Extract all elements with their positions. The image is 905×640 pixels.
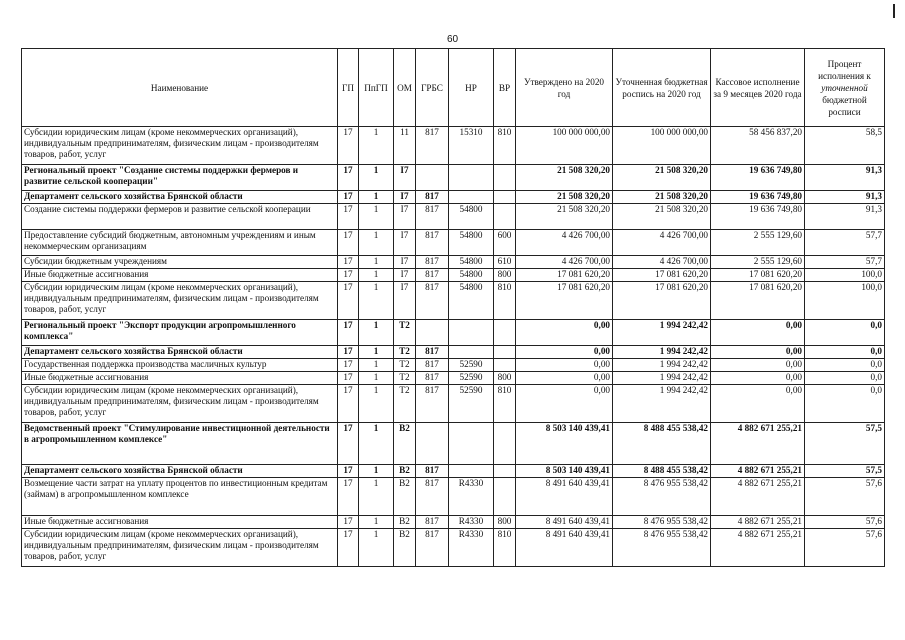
page-number: 60 — [446, 34, 459, 45]
table-row — [22, 256, 885, 269]
cell-name: Предоставление субсидий бюджетным, автономным учреждениям и иным некоммерческим организациям — [22, 230, 338, 256]
cell-grbs: 817 — [416, 385, 449, 423]
cell-ppgp: 1 — [359, 269, 394, 282]
cell-percent: 57,6 — [805, 516, 885, 529]
cell-grbs: 817 — [416, 191, 449, 204]
cell-ppgp: 1 — [359, 478, 394, 516]
cell-approved: 8 491 640 439,41 — [516, 516, 613, 529]
table-row — [22, 516, 885, 529]
cell-name: Иные бюджетные ассигнования — [22, 372, 338, 385]
cell-ppgp: 1 — [359, 372, 394, 385]
cell-refined: 21 508 320,20 — [613, 191, 711, 204]
cell-om: B2 — [394, 423, 416, 465]
cell-vr: 810 — [494, 282, 516, 320]
cell-np — [449, 191, 494, 204]
cell-om: T2 — [394, 372, 416, 385]
cell-percent: 0,0 — [805, 359, 885, 372]
cell-name: Ведомственный проект "Стимулирование инвестиционной деятельности в агропромышленном комплексе" — [22, 423, 338, 465]
cell-executed: 17 081 620,20 — [711, 269, 805, 282]
cell-refined: 8 476 955 538,42 — [613, 478, 711, 516]
header-refined: Уточненная бюджетная роспись на 2020 год — [613, 49, 711, 127]
cell-executed: 0,00 — [711, 359, 805, 372]
cell-np — [449, 320, 494, 346]
cell-percent: 57,7 — [805, 256, 885, 269]
header-executed: Кассовое исполнение за 9 месяцев 2020 года — [711, 49, 805, 127]
cell-refined: 1 994 242,42 — [613, 385, 711, 423]
cell-refined: 1 994 242,42 — [613, 320, 711, 346]
table-row — [22, 478, 885, 516]
cell-name: Субсидии бюджетным учреждениям — [22, 256, 338, 269]
cell-ppgp: 1 — [359, 165, 394, 191]
header-np: НР — [449, 49, 494, 127]
cell-approved: 0,00 — [516, 372, 613, 385]
cell-ppgp: 1 — [359, 204, 394, 230]
cell-np — [449, 165, 494, 191]
cell-vr — [494, 423, 516, 465]
cell-approved: 100 000 000,00 — [516, 127, 613, 165]
table-row — [22, 359, 885, 372]
cell-approved: 8 491 640 439,41 — [516, 478, 613, 516]
cell-name: Департамент сельского хозяйства Брянской области — [22, 465, 338, 478]
cell-vr: 610 — [494, 256, 516, 269]
cell-om: I7 — [394, 165, 416, 191]
table-row — [22, 282, 885, 320]
cell-grbs: 817 — [416, 529, 449, 567]
cell-grbs: 817 — [416, 230, 449, 256]
header-percent-part-c: бюджетной росписи — [822, 94, 867, 117]
cell-approved: 0,00 — [516, 346, 613, 359]
cell-approved: 0,00 — [516, 320, 613, 346]
cell-grbs — [416, 320, 449, 346]
header-row — [22, 49, 885, 127]
cell-vr — [494, 478, 516, 516]
cell-executed: 17 081 620,20 — [711, 282, 805, 320]
cell-percent: 0,0 — [805, 346, 885, 359]
cell-name: Субсидии юридическим лицам (кроме некоммерческих организаций), индивидуальным предпринимателям, физическим лицам - производителям товаров, работ, услуг — [22, 282, 338, 320]
cell-refined: 17 081 620,20 — [613, 282, 711, 320]
cell-vr — [494, 346, 516, 359]
cell-ppgp: 1 — [359, 230, 394, 256]
cell-gp: 17 — [338, 320, 359, 346]
cell-grbs: 817 — [416, 346, 449, 359]
header-percent-part-b: уточненной — [821, 82, 868, 93]
cell-om: I7 — [394, 191, 416, 204]
cell-om: I7 — [394, 204, 416, 230]
cell-ppgp: 1 — [359, 282, 394, 320]
cell-grbs: 817 — [416, 359, 449, 372]
cell-vr: 810 — [494, 127, 516, 165]
cell-gp: 17 — [338, 191, 359, 204]
cell-vr — [494, 320, 516, 346]
cell-np: R4330 — [449, 529, 494, 567]
table-row — [22, 465, 885, 478]
cell-np — [449, 346, 494, 359]
table-row — [22, 529, 885, 567]
cell-ppgp: 1 — [359, 320, 394, 346]
cell-approved: 21 508 320,20 — [516, 191, 613, 204]
cell-grbs: 817 — [416, 372, 449, 385]
cell-refined: 100 000 000,00 — [613, 127, 711, 165]
cell-executed: 2 555 129,60 — [711, 256, 805, 269]
header-percent-part-a: Процент исполнения к — [818, 58, 871, 81]
cell-name: Субсидии юридическим лицам (кроме некоммерческих организаций), индивидуальным предпринимателям, физическим лицам - производителям товаров, работ, услуг — [22, 385, 338, 423]
cell-grbs: 817 — [416, 204, 449, 230]
table-row — [22, 191, 885, 204]
cell-om: T2 — [394, 320, 416, 346]
cell-vr — [494, 204, 516, 230]
cell-name: Создание системы поддержки фермеров и развитие сельской кооперации — [22, 204, 338, 230]
cell-grbs: 817 — [416, 282, 449, 320]
cell-approved: 21 508 320,20 — [516, 165, 613, 191]
table-row — [22, 269, 885, 282]
cell-name: Департамент сельского хозяйства Брянской области — [22, 191, 338, 204]
cell-percent: 57,5 — [805, 465, 885, 478]
cell-executed: 4 882 671 255,21 — [711, 529, 805, 567]
header-om: ОМ — [394, 49, 416, 127]
cell-vr: 600 — [494, 230, 516, 256]
table-row — [22, 346, 885, 359]
cell-grbs — [416, 423, 449, 465]
cell-name: Департамент сельского хозяйства Брянской области — [22, 346, 338, 359]
cell-gp: 17 — [338, 359, 359, 372]
cell-executed: 58 456 837,20 — [711, 127, 805, 165]
cell-percent: 57,6 — [805, 478, 885, 516]
cell-refined: 17 081 620,20 — [613, 269, 711, 282]
cell-om: I7 — [394, 256, 416, 269]
cell-vr: 800 — [494, 516, 516, 529]
cell-executed: 4 882 671 255,21 — [711, 478, 805, 516]
cell-executed: 2 555 129,60 — [711, 230, 805, 256]
cell-om: T2 — [394, 385, 416, 423]
cell-name: Возмещение части затрат на уплату процентов по инвестиционным кредитам (займам) в агропромышленном комплексе — [22, 478, 338, 516]
header-percent — [805, 49, 885, 127]
cell-executed: 0,00 — [711, 385, 805, 423]
cell-np: 54800 — [449, 204, 494, 230]
table-row — [22, 320, 885, 346]
cell-approved: 17 081 620,20 — [516, 282, 613, 320]
cell-percent: 91,3 — [805, 165, 885, 191]
cell-percent: 0,0 — [805, 320, 885, 346]
cell-np: R4330 — [449, 478, 494, 516]
cell-gp: 17 — [338, 465, 359, 478]
cell-percent: 91,3 — [805, 204, 885, 230]
cell-vr: 800 — [494, 372, 516, 385]
header-vr: ВР — [494, 49, 516, 127]
cell-executed: 19 636 749,80 — [711, 165, 805, 191]
cell-refined: 8 488 455 538,42 — [613, 465, 711, 478]
cell-gp: 17 — [338, 346, 359, 359]
cell-percent: 58,5 — [805, 127, 885, 165]
cell-vr: 810 — [494, 385, 516, 423]
cell-refined: 1 994 242,42 — [613, 372, 711, 385]
cell-grbs: 817 — [416, 269, 449, 282]
cell-gp: 17 — [338, 256, 359, 269]
cell-percent: 100,0 — [805, 269, 885, 282]
cell-np: 54800 — [449, 230, 494, 256]
header-ppgp: ПпГП — [359, 49, 394, 127]
cell-name: Региональный проект "Экспорт продукции агропромышленного комплекса" — [22, 320, 338, 346]
cell-np: 54800 — [449, 269, 494, 282]
cell-percent: 57,5 — [805, 423, 885, 465]
cell-ppgp: 1 — [359, 256, 394, 269]
cell-percent: 0,0 — [805, 385, 885, 423]
header-gp: ГП — [338, 49, 359, 127]
cell-name: Иные бюджетные ассигнования — [22, 269, 338, 282]
cell-refined: 1 994 242,42 — [613, 346, 711, 359]
cell-gp: 17 — [338, 282, 359, 320]
cell-percent: 57,7 — [805, 230, 885, 256]
cell-gp: 17 — [338, 269, 359, 282]
cell-gp: 17 — [338, 127, 359, 165]
cell-refined: 4 426 700,00 — [613, 256, 711, 269]
cell-np: 52590 — [449, 385, 494, 423]
cell-np: 15310 — [449, 127, 494, 165]
cell-percent: 100,0 — [805, 282, 885, 320]
cell-np — [449, 423, 494, 465]
budget-table — [21, 48, 885, 567]
table-row — [22, 423, 885, 465]
cell-ppgp: 1 — [359, 529, 394, 567]
cell-ppgp: 1 — [359, 359, 394, 372]
cell-grbs: 817 — [416, 465, 449, 478]
cell-refined: 8 476 955 538,42 — [613, 516, 711, 529]
cell-np: 52590 — [449, 359, 494, 372]
cell-gp: 17 — [338, 478, 359, 516]
cell-approved: 17 081 620,20 — [516, 269, 613, 282]
cell-om: I7 — [394, 230, 416, 256]
cell-gp: 17 — [338, 529, 359, 567]
cell-vr — [494, 191, 516, 204]
cell-refined: 8 488 455 538,42 — [613, 423, 711, 465]
cell-om: 11 — [394, 127, 416, 165]
cell-name: Субсидии юридическим лицам (кроме некоммерческих организаций), индивидуальным предпринимателям, физическим лицам - производителям товаров, работ, услуг — [22, 529, 338, 567]
cell-gp: 17 — [338, 204, 359, 230]
cell-refined: 4 426 700,00 — [613, 230, 711, 256]
cell-om: B2 — [394, 465, 416, 478]
cell-executed: 4 882 671 255,21 — [711, 423, 805, 465]
cell-gp: 17 — [338, 230, 359, 256]
cell-executed: 0,00 — [711, 372, 805, 385]
cell-grbs: 817 — [416, 516, 449, 529]
cell-np — [449, 465, 494, 478]
cell-vr — [494, 359, 516, 372]
cell-name: Иные бюджетные ассигнования — [22, 516, 338, 529]
cell-gp: 17 — [338, 385, 359, 423]
header-grbs: ГРБС — [416, 49, 449, 127]
cell-approved: 4 426 700,00 — [516, 230, 613, 256]
cell-vr — [494, 465, 516, 478]
cell-gp: 17 — [338, 423, 359, 465]
table-row — [22, 204, 885, 230]
cell-ppgp: 1 — [359, 465, 394, 478]
cell-approved: 8 491 640 439,41 — [516, 529, 613, 567]
cell-approved: 0,00 — [516, 385, 613, 423]
cell-approved: 4 426 700,00 — [516, 256, 613, 269]
cell-name: Субсидии юридическим лицам (кроме некоммерческих организаций), индивидуальным предпринимателям, физическим лицам - производителям товаров, работ, услуг — [22, 127, 338, 165]
cell-om: T2 — [394, 359, 416, 372]
cell-approved: 21 508 320,20 — [516, 204, 613, 230]
cell-executed: 0,00 — [711, 320, 805, 346]
cell-executed: 0,00 — [711, 346, 805, 359]
cell-om: I7 — [394, 269, 416, 282]
cell-gp: 17 — [338, 372, 359, 385]
cell-vr: 810 — [494, 529, 516, 567]
cell-percent: 0,0 — [805, 372, 885, 385]
cell-om: B2 — [394, 516, 416, 529]
cell-percent: 57,6 — [805, 529, 885, 567]
cell-np: 52590 — [449, 372, 494, 385]
cell-grbs: 817 — [416, 478, 449, 516]
cell-ppgp: 1 — [359, 385, 394, 423]
cell-grbs — [416, 165, 449, 191]
cell-ppgp: 1 — [359, 346, 394, 359]
cell-name: Региональный проект "Создание системы поддержки фермеров и развитие сельской кооперации" — [22, 165, 338, 191]
cell-om: T2 — [394, 346, 416, 359]
cell-om: I7 — [394, 282, 416, 320]
cell-approved: 8 503 140 439,41 — [516, 465, 613, 478]
cell-refined: 8 476 955 538,42 — [613, 529, 711, 567]
cell-grbs: 817 — [416, 127, 449, 165]
cell-percent: 91,3 — [805, 191, 885, 204]
cell-executed: 19 636 749,80 — [711, 204, 805, 230]
cell-name: Государственная поддержка производства масличных культур — [22, 359, 338, 372]
cell-ppgp: 1 — [359, 191, 394, 204]
cell-executed: 4 882 671 255,21 — [711, 465, 805, 478]
cell-vr: 800 — [494, 269, 516, 282]
cell-vr — [494, 165, 516, 191]
cell-om: B2 — [394, 478, 416, 516]
cell-executed: 4 882 671 255,21 — [711, 516, 805, 529]
table-row — [22, 385, 885, 423]
margin-mark — [893, 4, 895, 18]
cell-refined: 21 508 320,20 — [613, 165, 711, 191]
cell-approved: 8 503 140 439,41 — [516, 423, 613, 465]
header-name: Наименование — [22, 49, 338, 127]
cell-gp: 17 — [338, 165, 359, 191]
cell-np: 54800 — [449, 256, 494, 269]
cell-gp: 17 — [338, 516, 359, 529]
cell-grbs: 817 — [416, 256, 449, 269]
table-row — [22, 230, 885, 256]
table-row — [22, 165, 885, 191]
cell-ppgp: 1 — [359, 423, 394, 465]
cell-refined: 21 508 320,20 — [613, 204, 711, 230]
cell-ppgp: 1 — [359, 516, 394, 529]
table-row — [22, 372, 885, 385]
cell-np: R4330 — [449, 516, 494, 529]
header-approved: Утверждено на 2020 год — [516, 49, 613, 127]
cell-np: 54800 — [449, 282, 494, 320]
cell-refined: 1 994 242,42 — [613, 359, 711, 372]
cell-ppgp: 1 — [359, 127, 394, 165]
cell-om: B2 — [394, 529, 416, 567]
table-row — [22, 127, 885, 165]
cell-executed: 19 636 749,80 — [711, 191, 805, 204]
cell-approved: 0,00 — [516, 359, 613, 372]
